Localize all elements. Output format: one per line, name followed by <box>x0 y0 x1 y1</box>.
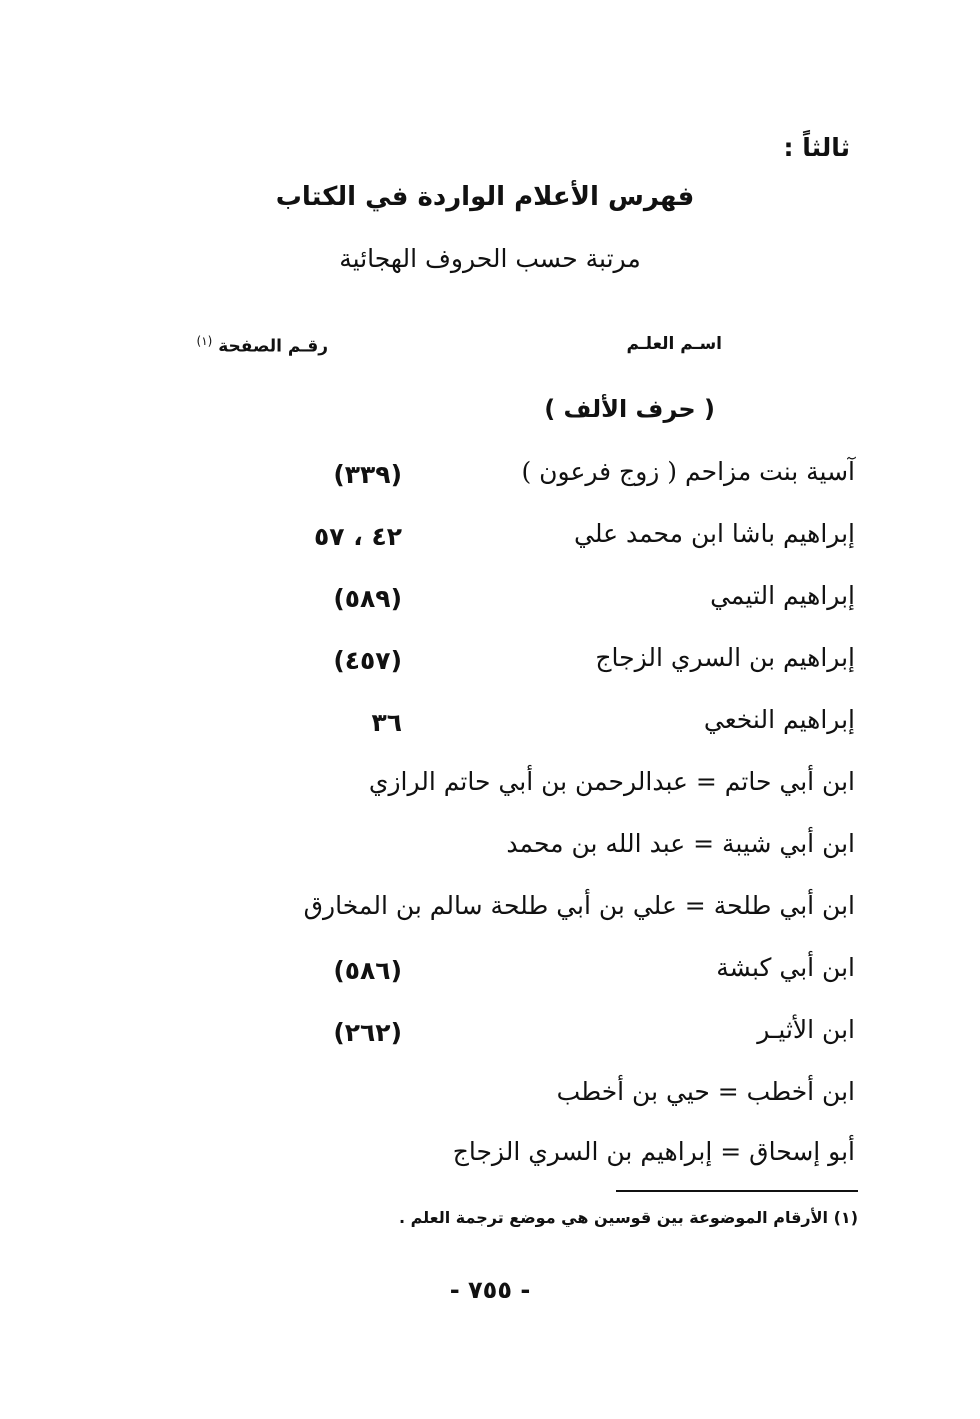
entry-name: ابن أبي كبشة <box>716 953 855 982</box>
entry-pages: (٣٣٩) <box>333 460 402 489</box>
entry-pages: ٣٦ <box>371 708 402 737</box>
entry-name: أبو إسحاق = إبراهيم بن السري الزجاج <box>452 1137 855 1166</box>
footnote: (١) الأرقام الموضوعة بين قوسين هي موضع ترجمة العلم . <box>398 1208 858 1227</box>
entry-name: إبراهيم باشا ابن محمد علي <box>573 519 855 548</box>
entry-pages: (٢٦٢) <box>333 1018 402 1047</box>
entry-name: ابن أخطب = حيي بن أخطب <box>556 1077 855 1106</box>
entry-name: ابن أبي حاتم = عبدالرحمن بن أبي حاتم الرازي <box>368 767 855 796</box>
footnote-divider <box>616 1190 858 1192</box>
section-label: ثالثاً : <box>783 133 850 162</box>
footnote-marker: (١) <box>196 334 213 348</box>
index-title: فهرس الأعلام الواردة في الكتاب <box>275 182 695 212</box>
entry-pages: ٤٢ ، ٥٧ <box>314 522 402 551</box>
entry-name: ابن أبي شيبة = عبد الله بن محمد <box>506 829 855 858</box>
page-number: - ٧٥٥ - <box>449 1276 531 1304</box>
entry-name: ابن الأثيـر <box>757 1015 855 1044</box>
entry-name: إبراهيم بن السري الزجاج <box>595 643 855 672</box>
entry-pages: (٥٨٦) <box>333 956 402 985</box>
entry-name: آسية بنت مزاحم ( زوج فرعون ) <box>521 457 855 486</box>
page-column-header <box>197 334 329 357</box>
name-column-header: اسـم العلـم <box>626 334 722 354</box>
entry-pages: (٤٥٧) <box>333 646 402 675</box>
index-subtitle: مرتبة حسب الحروف الهجائية <box>339 244 641 273</box>
entry-name: إبراهيم النخعي <box>703 705 855 734</box>
entry-name: ابن أبي طلحة = علي بن أبي طلحة سالم بن المخارق <box>303 891 855 920</box>
entry-pages: (٥٨٩) <box>333 584 402 613</box>
letter-heading: ( حرف الألف ) <box>544 395 715 423</box>
entry-name: إبراهيم التيمي <box>710 581 855 610</box>
page-column-header-label: رقـم الصفحة <box>218 336 328 357</box>
